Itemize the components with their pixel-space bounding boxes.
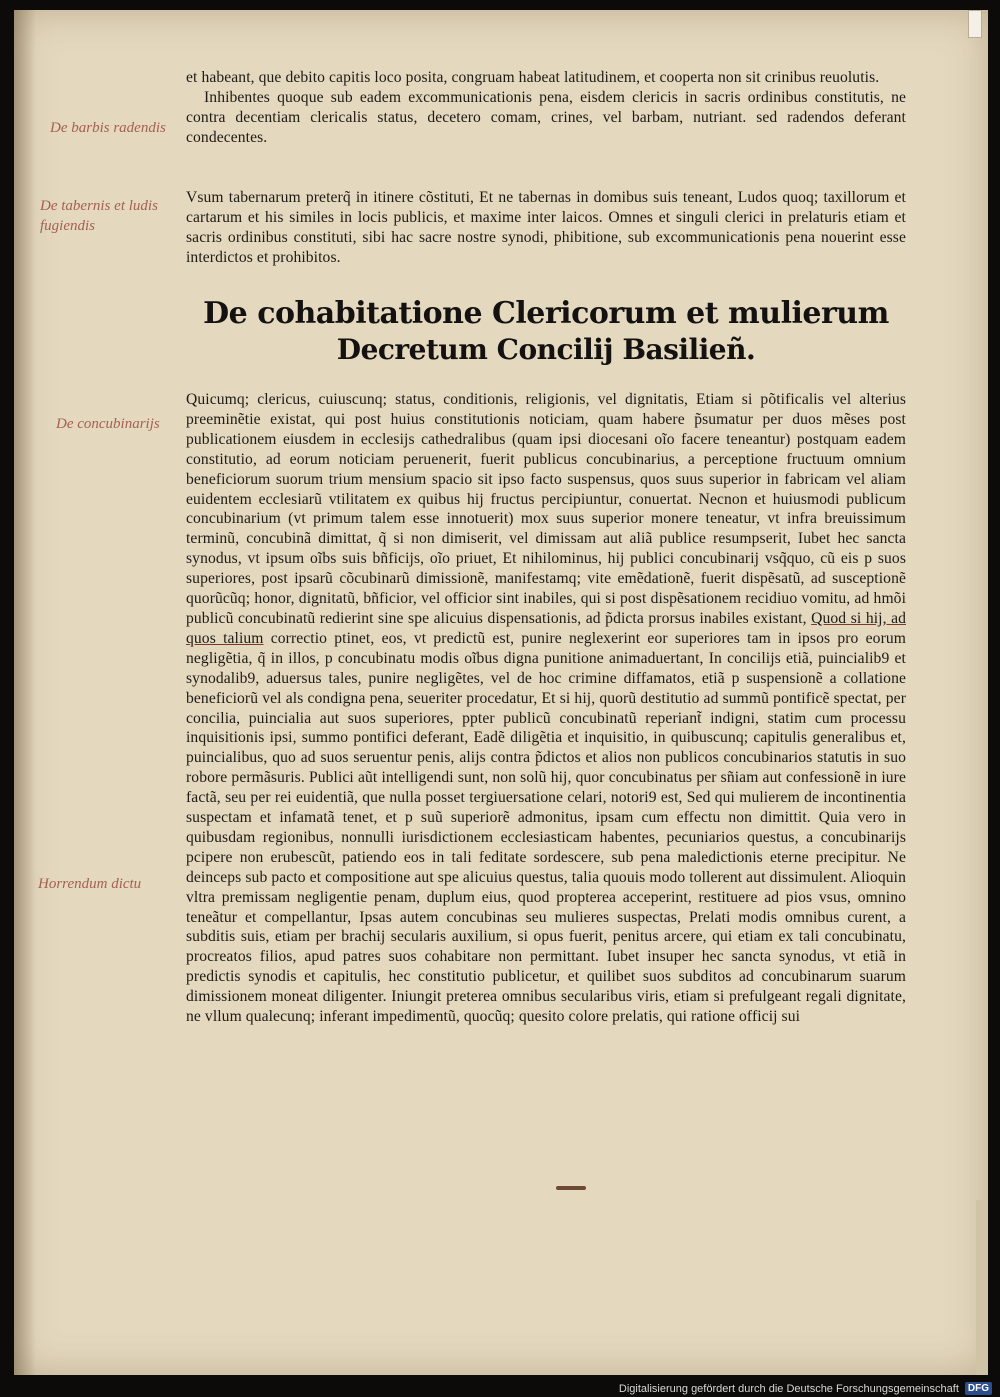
paragraph-text: Quicumq; clericus, cuiuscunq; status, conditionis, religionis, vel dignitatis, Etiam si põtificalis vel alterius preeminẽtie existat, qui post huius constitutionis noticiam, quam habere p̃sumatur per duos mẽses post publicationem eiusdem in ecclesijs cathedralibus (quam ipsi diocesani oĩo facere teneantur) postquam eadem constitutio, ad eorum noticiam peruenerit, fuerit publicus concubinarius, a perceptione fructuum omnium beneficiorum suorum trium mensium spacio sit ipso facto suspensus, quos suus superior in fabricam vel aliam euidentem ecclesiarũ vtilitatem ex quibus hij fructus percipiuntur, conuertat. Necnon et huiusmodi publicum concubinarium (vt primum talem esse innotuerit) mox suus superior monere teneatur, vt infra breuissimum terminũ, concubinã dimittat, q̃ si non dimiserit, vel dimissam aut aliã publice resumpserit, Iubet hec sancta synodus, vt ipsum oĩbs suis bñficijs, oĩo priuet, Et nihilominus, hij publici concubinarij vsq̃quo, cũ eis p suos superiores, post ipsarũ cõcubinarũ dimissionẽ, manifestamq; vite emẽdationẽ, fuerit dispẽsatũ, ad susceptionẽ quorũcũq; honor, dignitatũ, bñficior, vel officior sint inabiles, qui si post dispẽsationem recidiuo vomitu, ad hmõi publicũ concubinatũ redierint sine spe alicuius dispensationis, ad p̃dicta prorsus inabiles existant, xyxy=(186,391,906,627)
paragraph xyxy=(186,390,906,1027)
paragraph: Vsum tabernarum preterq̃ in itinere cõstituti, Et ne tabernas in domibus suis teneant, Ludos quoq; taxillorum et cartarum et his similes in locis publicis, et maxime inter laicos. Omnes et singuli clerici in prelaturis etiam et sacris ordinibus constituti, sibi hac sacre nostre synodi, phibitione, sub excommunicationis pena nouerint esse interdictos et prohibitos. xyxy=(186,189,906,266)
heading-line: Decretum Concilij Basilieñ. xyxy=(336,333,756,366)
marginal-note: De concubinarijs xyxy=(56,416,160,432)
marginal-note: De tabernis et ludis fugiendis xyxy=(40,198,158,234)
dfg-logo: DFG xyxy=(965,1382,992,1395)
text-block-decree xyxy=(186,390,906,1027)
page-ornament xyxy=(556,1186,586,1190)
page-clip xyxy=(968,10,982,38)
paragraph-text: correctio ptinet, eos, vt predictũ est, punire neglexerint eor superiores tam in ipsos pro eorum negligẽtia, q̃ in illos, p concubinatu modis oĩbus digna punitione animaduertant, In concilijs etiã, puincialib9 et synodalib9, aduersus tales, punire negligẽtes, vel de hoc crimine diffamatos, etiã p suspensionẽ a collatione beneficiorũ vel als condigna pena, seueriter procedatur, Et si hij, quorũ destitutio ad summũ pontificẽ spectat, per concilia, puincialia aut suos superiores, ppter publicũ concubinatũ reperiant̃ indigni, statim cum processu inquisitionis ipsi, summo pontifici deferant, Eadẽ diligẽtia et inquisitio, in quibuscunq; capitulis generalibus et, puincialibus, quo ad suos seruentur penis, alijs contra p̃dictos et alios non publicos concubinarios statutis in suo robore permãsuris. Publici aũt intelligendi sunt, non solũ hij, quor concubinatus per sñiam aut confessionẽ in iure factã, seu per rei euidentiã, que nulla posset tergiuersatione celari, notori9 est, Sed qui mulierem de incontinentia suspectam et infamatã tenet, et p suũ superiorẽ admonitus, ipsam cum effectu non dimittit. Quia vero in quibusdam regionibus, nonnulli iurisdictionem ecclesiasticam habentes, pecuniarios questus, a concubinarijs pcipere non erubescũt, patiendo eos in tali feditate sordescere, sub pena maledictionis eterne precipitur. Ne deinceps sub pacto et compositione aut spe alicuius questus, talia quouis modo tollerent aut dissimulent. Alioquin vltra premissam negligentie penam, duplum eius, quod propterea acceperint, restituere ad pios vsus, omnino teneãtur et compellantur, Ipsas autem concubinas seu mulieres suspectas, Prelati modis omnibus curent, a subditis suis, etiam per brachij secularis auxilium, si opus fuerit, penitus arcere, qui etiam ex tali concubinatu, procreatos filios, apud patres suos cohabitare non permittant. Iubet insuper hec sancta synodus, vt etiã in predictis synodis et capitulis, hec constitutio publicetur, et quilibet suos subditos ad concubinarum suarum dimissionem moneat diligenter. Iniungit preterea omnibus secularibus viris, etiam si prefulgeant regali dignitate, ne vllum qualecunq; inferant impedimentũ, quocũq; quesito colore prelatis, qui ratione officij sui xyxy=(186,629,906,1026)
paragraph: Inhibentes quoque sub eadem excommunicationis pena, eisdem clericis in sacris ordinibus constitutis, ne contra decentiam clericalis status, decetero comam, crines, vel barbam, nutriant. sed radendos deferant condecentes. xyxy=(186,88,906,146)
marginal-note: De barbis radendis xyxy=(50,120,166,136)
section-heading xyxy=(186,296,906,368)
text-block-taverns xyxy=(186,188,906,268)
marginal-note: Horrendum dictu xyxy=(38,876,142,892)
digitization-credit xyxy=(619,1382,992,1395)
credit-text: Digitalisierung gefördert durch die Deutsche Forschungsgemeinschaft xyxy=(618,1382,959,1395)
underlined-passage: Quod si hij, ad quos talium xyxy=(186,609,907,647)
page-edge xyxy=(976,1200,988,1375)
heading-line: De cohabitatione Clericorum et mulierum xyxy=(203,296,889,331)
text-block-top xyxy=(186,68,906,148)
paragraph: et habeant, que debito capitis loco posita, congruam habeat latitudinem, et cooperta non sit crinibus reuolutis. xyxy=(186,69,880,86)
